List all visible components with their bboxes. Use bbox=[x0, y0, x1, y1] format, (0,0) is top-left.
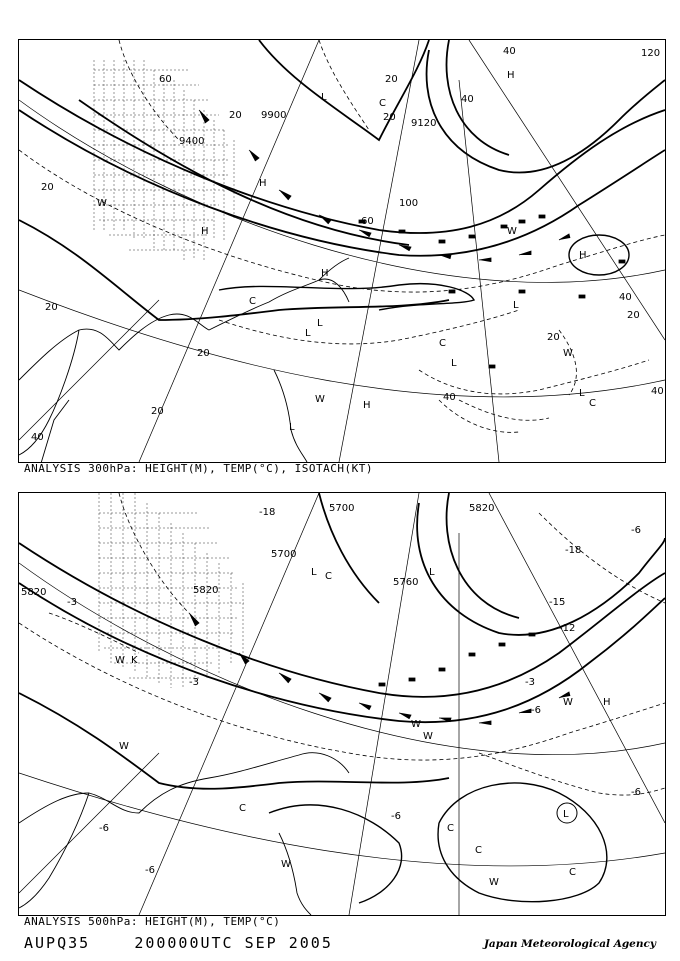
svg-text:20: 20 bbox=[229, 110, 242, 121]
analysis-500hpa-map bbox=[18, 492, 666, 916]
svg-text:H: H bbox=[579, 250, 587, 261]
svg-text:40: 40 bbox=[461, 94, 474, 105]
chart-code: AUPQ35 bbox=[24, 934, 91, 952]
coastline bbox=[19, 753, 349, 915]
svg-text:-3: -3 bbox=[525, 677, 535, 688]
svg-text:5700: 5700 bbox=[271, 549, 297, 560]
svg-text:L: L bbox=[513, 300, 519, 311]
svg-text:W: W bbox=[563, 348, 573, 359]
svg-text:-6: -6 bbox=[145, 865, 155, 876]
svg-text:C: C bbox=[379, 98, 386, 109]
svg-text:C: C bbox=[475, 845, 482, 856]
svg-text:L: L bbox=[563, 809, 569, 820]
svg-text:W: W bbox=[507, 226, 517, 237]
svg-text:L: L bbox=[579, 388, 585, 399]
caption-500hpa: ANALYSIS 500hPa: HEIGHT(M), TEMP(°C) bbox=[24, 915, 281, 928]
svg-text:20: 20 bbox=[151, 406, 164, 417]
svg-text:-12: -12 bbox=[559, 623, 576, 634]
svg-text:20: 20 bbox=[383, 112, 396, 123]
svg-text:W: W bbox=[423, 731, 433, 742]
svg-text:20: 20 bbox=[197, 348, 210, 359]
analysis-300hpa-map bbox=[18, 39, 666, 463]
svg-text:40: 40 bbox=[31, 432, 44, 443]
svg-text:C: C bbox=[439, 338, 446, 349]
svg-text:20: 20 bbox=[627, 310, 640, 321]
svg-text:5820: 5820 bbox=[193, 585, 219, 596]
svg-text:-3: -3 bbox=[67, 597, 77, 608]
svg-text:W: W bbox=[489, 877, 499, 888]
coastline bbox=[19, 258, 349, 462]
svg-text:20: 20 bbox=[45, 302, 58, 313]
svg-text:K: K bbox=[131, 655, 138, 666]
svg-text:-6: -6 bbox=[631, 787, 641, 798]
isotach-labels bbox=[31, 46, 664, 443]
svg-text:5760: 5760 bbox=[393, 577, 419, 588]
svg-text:W: W bbox=[119, 741, 129, 752]
svg-text:H: H bbox=[201, 226, 209, 237]
svg-text:-6: -6 bbox=[391, 811, 401, 822]
svg-text:-6: -6 bbox=[631, 525, 641, 536]
svg-text:C: C bbox=[447, 823, 454, 834]
map-300hpa bbox=[19, 40, 665, 462]
svg-text:-18: -18 bbox=[565, 545, 582, 556]
svg-text:W: W bbox=[97, 198, 107, 209]
svg-text:5700: 5700 bbox=[329, 503, 355, 514]
svg-text:H: H bbox=[259, 178, 267, 189]
isotach-closed-contours bbox=[219, 235, 629, 310]
svg-text:L: L bbox=[321, 92, 327, 103]
wind-barbs bbox=[199, 110, 625, 368]
svg-text:C: C bbox=[249, 296, 256, 307]
svg-text:W: W bbox=[315, 394, 325, 405]
svg-text:100: 100 bbox=[399, 198, 419, 209]
svg-text:L: L bbox=[429, 567, 435, 578]
svg-text:5820: 5820 bbox=[469, 503, 495, 514]
svg-text:H: H bbox=[507, 70, 515, 81]
svg-text:C: C bbox=[239, 803, 246, 814]
height-labels bbox=[21, 503, 494, 598]
pressure-symbols bbox=[97, 70, 596, 433]
svg-text:H: H bbox=[321, 268, 329, 279]
caption-300hpa: ANALYSIS 300hPa: HEIGHT(M), TEMP(°C), ISOTACH(KT) bbox=[24, 462, 374, 475]
height-label: 120 bbox=[641, 48, 661, 59]
height-contours bbox=[19, 40, 665, 320]
height-label: 9400 bbox=[179, 136, 205, 147]
svg-text:W: W bbox=[281, 859, 291, 870]
svg-text:C: C bbox=[325, 571, 332, 582]
height-label: 9900 bbox=[261, 110, 287, 121]
svg-text:40: 40 bbox=[503, 46, 516, 57]
temperature-labels bbox=[67, 507, 641, 876]
chart-datetime: 200000UTC SEP 2005 bbox=[134, 934, 333, 952]
svg-text:20: 20 bbox=[41, 182, 54, 193]
bulletin-code bbox=[24, 934, 333, 952]
latlon-grid bbox=[19, 40, 665, 462]
map-500hpa bbox=[19, 493, 665, 915]
svg-text:L: L bbox=[317, 318, 323, 329]
closed-contours bbox=[269, 783, 607, 903]
svg-text:C: C bbox=[589, 398, 596, 409]
svg-text:-18: -18 bbox=[259, 507, 276, 518]
svg-text:20: 20 bbox=[547, 332, 560, 343]
svg-text:W: W bbox=[563, 697, 573, 708]
svg-text:5820: 5820 bbox=[21, 587, 47, 598]
svg-text:20: 20 bbox=[385, 74, 398, 85]
svg-text:40: 40 bbox=[651, 386, 664, 397]
svg-text:60: 60 bbox=[159, 74, 172, 85]
temperature-contours bbox=[19, 493, 665, 795]
svg-text:H: H bbox=[363, 400, 371, 411]
svg-text:L: L bbox=[311, 567, 317, 578]
svg-text:L: L bbox=[289, 422, 295, 433]
svg-text:-3: -3 bbox=[189, 677, 199, 688]
svg-text:H: H bbox=[603, 697, 611, 708]
wind-barbs bbox=[189, 613, 570, 725]
svg-text:60: 60 bbox=[361, 216, 374, 227]
svg-text:C: C bbox=[569, 867, 576, 878]
svg-text:L: L bbox=[305, 328, 311, 339]
svg-text:W: W bbox=[411, 719, 421, 730]
agency-name: Japan Meteorological Agency bbox=[483, 938, 656, 950]
svg-text:-6: -6 bbox=[531, 705, 541, 716]
svg-text:40: 40 bbox=[443, 392, 456, 403]
svg-text:-15: -15 bbox=[549, 597, 566, 608]
svg-text:L: L bbox=[451, 358, 457, 369]
height-label: 9120 bbox=[411, 118, 437, 129]
svg-text:W: W bbox=[115, 655, 125, 666]
svg-text:-6: -6 bbox=[99, 823, 109, 834]
svg-text:40: 40 bbox=[619, 292, 632, 303]
